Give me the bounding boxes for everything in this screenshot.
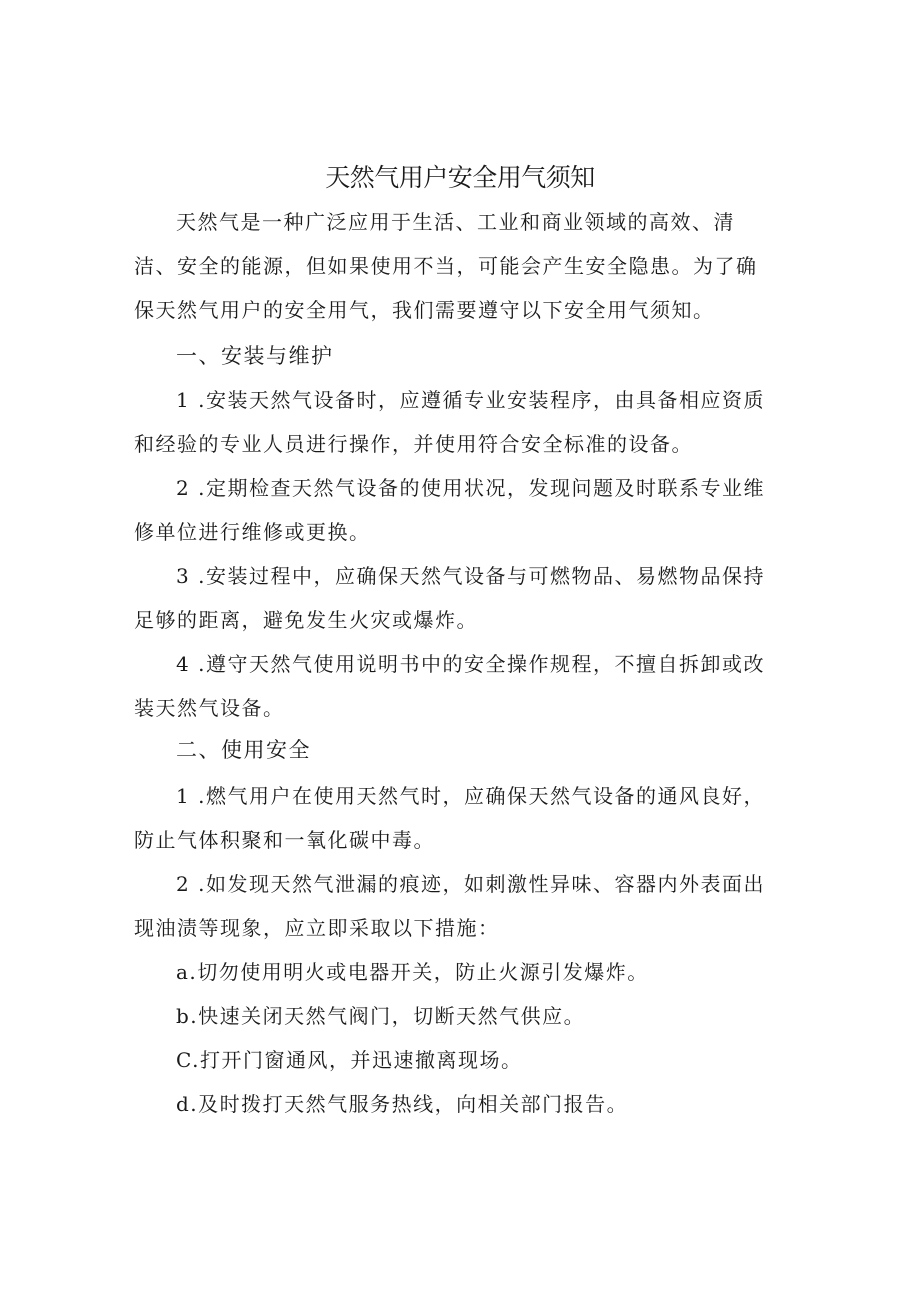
section-heading: 一、安装与维护 [176, 344, 334, 368]
list-item: 1 .安装天然气设备时，应遵循专业安装程序，由具备相应资质和经验的专业人员进行操作，并使用符合安全标准的设备。 [134, 388, 765, 456]
section-2-subitem-c [134, 1038, 774, 1082]
sub-list-item: a.切勿使用明火或电器开关，防止火源引发爆炸。 [176, 960, 649, 984]
sub-list-item: C.打开门窗通风，并迅速撤离现场。 [176, 1048, 523, 1072]
list-item: 1 .燃气用户在使用天然气时，应确保天然气设备的通风良好，防止气体积聚和一氧化碳中毒。 [134, 784, 765, 852]
section-1-heading [134, 334, 774, 378]
section-heading: 二、使用安全 [176, 738, 311, 762]
section-2-item-1 [134, 774, 774, 862]
section-2-item-2 [134, 862, 774, 950]
list-item: 2 .定期检查天然气设备的使用状况，发现问题及时联系专业维修单位进行维修或更换。 [134, 476, 765, 544]
section-2-subitem-b [134, 994, 774, 1038]
section-1-item-4 [134, 642, 774, 730]
intro-text: 天然气是一种广泛应用于生活、工业和商业领域的高效、清洁、安全的能源，但如果使用不当，可能会产生安全隐患。为了确保天然气用户的安全用气，我们需要遵守以下安全用气须知。 [134, 210, 758, 322]
section-1-item-1 [134, 378, 774, 466]
document-title: 天然气用户安全用气须知 [325, 163, 595, 192]
section-2-subitem-a [134, 950, 774, 994]
section-1-item-3 [134, 554, 774, 642]
sub-list-item: b.快速关闭天然气阀门，切断天然气供应。 [176, 1004, 586, 1028]
sub-list-item: d.及时拨打天然气服务热线，向相关部门报告。 [176, 1092, 629, 1116]
intro-paragraph [134, 200, 774, 332]
list-item: 3 .安装过程中，应确保天然气设备与可燃物品、易燃物品保持足够的距离，避免发生火灾或爆炸。 [134, 564, 765, 632]
list-item: 2 .如发现天然气泄漏的痕迹，如刺激性异味、容器内外表面出现油渍等现象，应立即采取以下措施： [134, 872, 765, 940]
section-2-subitem-d [134, 1082, 774, 1126]
list-item: 4 .遵守天然气使用说明书中的安全操作规程，不擅自拆卸或改装天然气设备。 [134, 652, 765, 720]
section-2-heading [134, 728, 774, 772]
section-1-item-2 [134, 466, 774, 554]
